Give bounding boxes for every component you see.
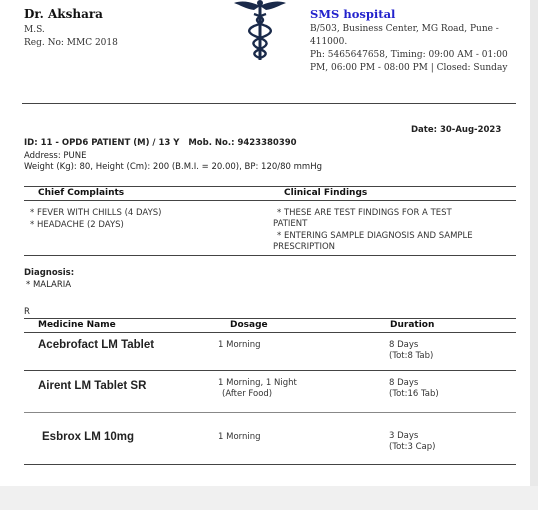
patient-vitals: Weight (Kg): 80, Height (Cm): 200 (B.M.I. = 20.00), BP: 120/80 mmHg — [24, 162, 322, 172]
doctor-registration: Reg. No: MMC 2018 — [24, 38, 118, 48]
chief-complaints-header: Chief Complaints — [38, 188, 125, 198]
medicine-row-divider — [24, 412, 516, 413]
rx-bottom-rule — [24, 464, 516, 465]
findings-bottom-rule — [24, 255, 516, 256]
medicine-dosage: 1 Morning — [218, 432, 261, 442]
page-edge-shadow — [530, 0, 538, 510]
clinical-finding-item-cont: PRESCRIPTION — [273, 242, 336, 252]
complaint-item: * FEVER WITH CHILLS (4 DAYS) — [30, 208, 162, 218]
rx-symbol: R — [24, 307, 30, 317]
medicine-dosage-note: (After Food) — [222, 389, 273, 399]
medicine-name: Acebrofact LM Tablet — [38, 339, 155, 351]
medicine-dosage: 1 Morning — [218, 340, 261, 350]
doctor-degree: M.S. — [24, 25, 45, 35]
clinical-finding-item: * ENTERING SAMPLE DIAGNOSIS AND SAMPLE — [277, 231, 473, 241]
medicine-duration: 3 Days — [389, 431, 419, 441]
findings-top-rule — [24, 186, 516, 187]
duration-header: Duration — [390, 320, 435, 330]
hospital-contact: Ph: 5465647658, Timing: 09:00 AM - 01:00 PM, 06:00 PM - 08:00 PM | Closed: Sunday — [310, 50, 508, 73]
hospital-address — [310, 23, 510, 75]
header-divider — [22, 103, 516, 104]
doctor-name: Dr. Akshara — [24, 7, 103, 21]
rx-header-rule — [24, 332, 516, 333]
page-bottom-margin — [0, 486, 538, 510]
complaint-item: * HEADACHE (2 DAYS) — [30, 220, 124, 230]
medicine-total: (Tot:8 Tab) — [389, 351, 434, 361]
medicine-name-header: Medicine Name — [38, 320, 116, 330]
rx-top-rule — [24, 318, 516, 319]
clinical-finding-item-cont: PATIENT — [273, 219, 308, 229]
diagnosis-label: Diagnosis: — [24, 268, 75, 278]
clinical-findings-header: Clinical Findings — [284, 188, 368, 198]
visit-date: Date: 30-Aug-2023 — [411, 125, 502, 135]
medicine-duration: 8 Days — [389, 340, 419, 350]
medicine-duration: 8 Days — [389, 378, 419, 388]
medicine-total: (Tot:16 Tab) — [389, 389, 439, 399]
caduceus-icon — [232, 0, 288, 62]
patient-id — [24, 138, 297, 148]
findings-header-rule — [24, 200, 516, 201]
clinical-finding-item: * THESE ARE TEST FINDINGS FOR A TEST — [277, 208, 452, 218]
dosage-header: Dosage — [230, 320, 268, 330]
patient-id-line: ID: 11 - OPD6 PATIENT (M) / 13 Y — [24, 138, 180, 148]
patient-address: Address: PUNE — [24, 151, 87, 161]
hospital-address-line: B/503, Business Center, MG Road, Pune - 411000. — [310, 24, 499, 47]
medicine-name: Esbrox LM 10mg — [42, 431, 135, 443]
hospital-name: SMS hospital — [310, 7, 396, 21]
medicine-row-divider — [24, 370, 516, 371]
patient-mobile: Mob. No.: 9423380390 — [188, 138, 297, 148]
medicine-total: (Tot:3 Cap) — [389, 442, 436, 452]
medicine-dosage: 1 Morning, 1 Night — [218, 378, 297, 388]
diagnosis-item: * MALARIA — [26, 280, 72, 290]
medicine-name: Airent LM Tablet SR — [38, 380, 147, 392]
